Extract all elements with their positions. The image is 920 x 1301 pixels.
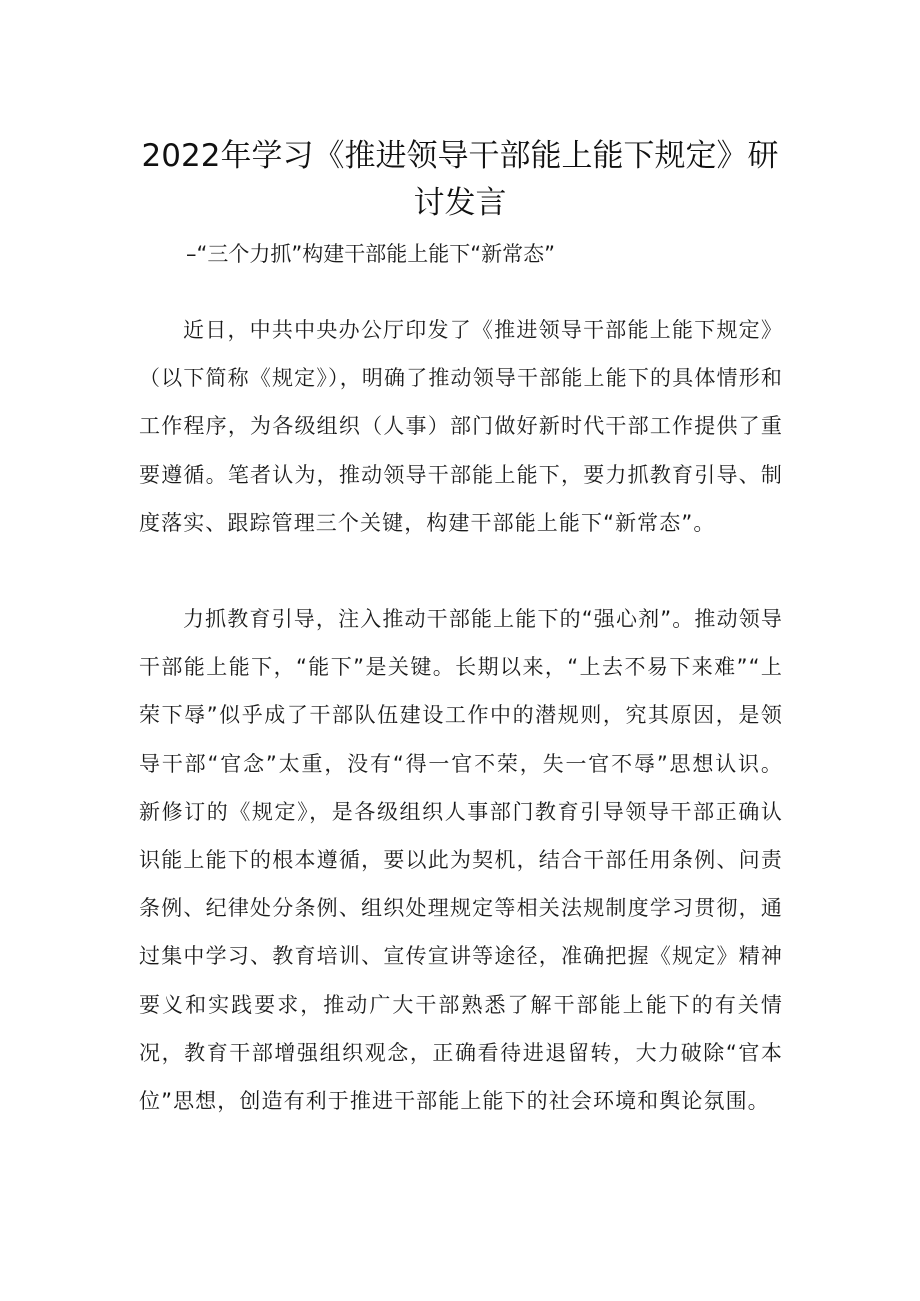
document-subtitle: –“三个力抓”构建干部能上能下“新常态” — [186, 242, 556, 266]
paragraph-intro: 近日，中共中央办公厅印发了《推进领导干部能上能下规定》（以下简称《规定》），明确了推动领导干部能上能下的具体情形和工作程序，为各级组织（人事）部门做好新时代干部工作提供了重要遵循。笔者认为，推动领导干部能上能下，要力抓教育引导、制度落实、跟踪管理三个关键，构建干部能上能下“新常态”。 — [139, 318, 783, 535]
document-title: 2022年学习《推进领导干部能上能下规定》研讨发言 — [141, 138, 779, 221]
paragraph-education-guidance: 力抓教育引导，注入推动干部能上能下的“强心剂”。推动领导干部能上能下，“能下”是关键。长期以来，“上去不易下来难”“上荣下辱”似乎成了干部队伍建设工作中的潜规则，究其原因，是领导干部“官念”太重，没有“得一官不荣，失一官不辱”思想认识。新修订的《规定》，是各级组织人事部门教育引导领导干部正确认识能上能下的根本遵循，要以此为契机，结合干部任用条例、问责条例、纪律处分条例、组织处理规定等相关法规制度学习贯彻，通过集中学习、教育培训、宣传宣讲等途径，准确把握《规定》精神要义和实践要求，推动广大干部熟悉了解干部能上能下的有关情况，教育干部增强组织观念，正确看待进退留转，大力破除“官本位”思想，创造有利于推进干部能上能下的社会环境和舆论氛围。 — [139, 607, 783, 1114]
